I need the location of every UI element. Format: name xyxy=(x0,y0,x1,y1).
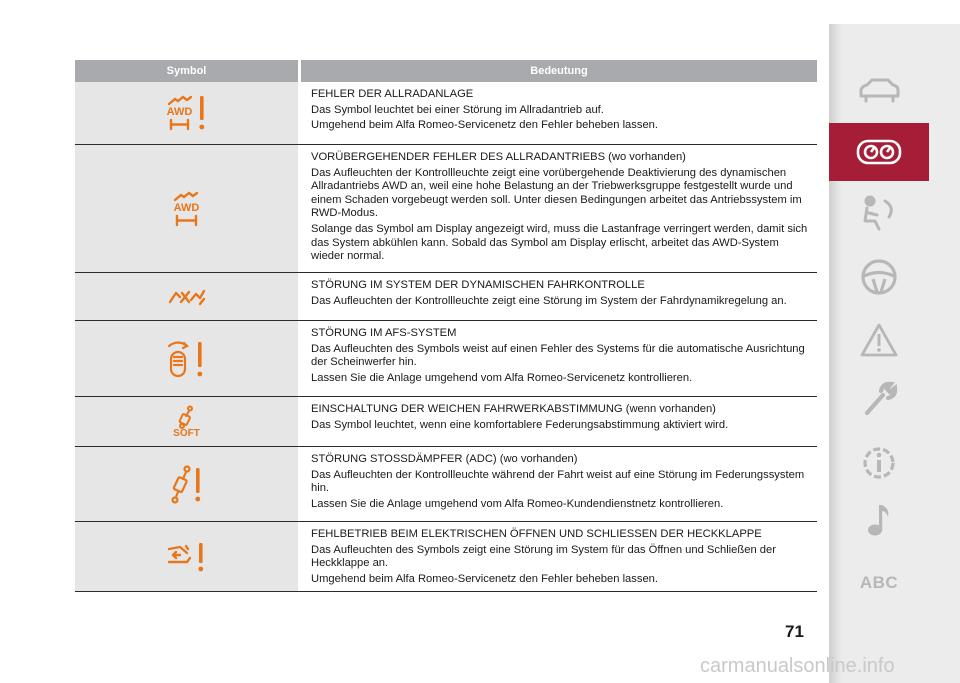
warning-triangle-icon xyxy=(859,322,899,358)
svg-text:AWD: AWD xyxy=(173,201,199,214)
header-symbol: Symbol xyxy=(166,65,207,77)
row-title: STÖRUNG IM SYSTEM DER DYNAMISCHEN FAHRKONTROLLE xyxy=(311,279,645,291)
info-gear-icon xyxy=(858,442,900,484)
nav-technical-data[interactable] xyxy=(829,434,929,492)
afs-headlight-fault-icon xyxy=(75,321,298,396)
header-meaning: Bedeutung xyxy=(530,65,588,77)
soft-label: SOFT xyxy=(173,427,200,439)
awd-fault-warning-icon xyxy=(75,82,298,144)
nav-maintenance[interactable] xyxy=(829,370,929,428)
row-description xyxy=(298,522,817,591)
nav-starting-driving[interactable] xyxy=(829,248,929,306)
table-row xyxy=(75,522,817,592)
row-title: STÖRUNG STOSSDÄMPFER (ADC) (wo vorhanden) xyxy=(311,453,578,465)
nav-index[interactable] xyxy=(829,554,929,612)
table-row xyxy=(75,82,817,145)
row-description xyxy=(298,82,817,144)
nav-car[interactable] xyxy=(829,62,929,120)
page-number: 71 xyxy=(785,622,804,641)
table-header xyxy=(75,60,817,82)
row-text: Das Symbol leuchtet bei einer Störung im Allradantrieb auf. xyxy=(311,103,604,116)
warning-lights-table xyxy=(75,60,817,592)
row-description xyxy=(298,145,817,272)
soft-suspension-icon xyxy=(173,405,200,439)
row-title: FEHLER DER ALLRADANLAGE xyxy=(311,88,474,100)
row-description xyxy=(298,397,817,446)
nav-emergency[interactable] xyxy=(829,311,929,369)
watermark: carmanualsonline.info xyxy=(700,655,895,677)
row-text: Das Aufleuchten des Symbols weist auf einen Fehler des Systems für die automatische Ausrichtung der Scheinwerfer hin. xyxy=(311,342,805,369)
dynamic-vehicle-control-fault-icon xyxy=(75,273,298,320)
row-description xyxy=(298,273,817,320)
svg-text:AWD: AWD xyxy=(166,106,192,118)
table-row xyxy=(75,397,817,447)
table-row xyxy=(75,321,817,397)
tailgate-fault-icon xyxy=(75,522,298,591)
car-icon xyxy=(856,76,902,106)
row-text: Das Aufleuchten des Symbols zeigt eine Störung im System für das Öffnen und Schließen der Heckklappe an. xyxy=(311,543,776,570)
row-text: Das Aufleuchten der Kontrollleuchte zeigt eine vorübergehende Deaktivierung des dynamischen Allradantriebs AWD an, weil eine hohe Belastung an der Triebwerksgruppe festgestellt wurde und einem Schaden vorgebeugt werden soll. Unter diesen Bedingungen arbeitet das Antriebssystem im RWD-Modus. xyxy=(311,166,802,220)
row-title: STÖRUNG IM AFS-SYSTEM xyxy=(311,327,457,339)
row-title: VORÜBERGEHENDER FEHLER DES ALLRADANTRIEBS (wo vorhanden) xyxy=(311,151,686,163)
table-row xyxy=(75,447,817,522)
music-note-icon xyxy=(864,501,894,539)
row-text: Solange das Symbol am Display angezeigt wird, muss die Lastanfrage verringert werden, damit sich das System abkühlen kann. Sobald das Symbol am Display erlischt, arbeitet das AWD-System wieder normal. xyxy=(311,222,808,263)
table-row xyxy=(75,145,817,273)
seat-airbag-icon xyxy=(859,195,899,233)
row-text: Lassen Sie die Anlage umgehend vom Alfa Romeo-Servicenetz kontrollieren. xyxy=(311,371,693,384)
row-description xyxy=(298,447,817,521)
shock-absorber-fault-icon xyxy=(75,447,298,521)
row-text: Das Aufleuchten der Kontrollleuchte während der Fahrt weist auf eine Störung im Federungssystem hin. xyxy=(311,468,805,495)
nav-safety[interactable] xyxy=(829,185,929,243)
row-title: FEHLBETRIEB BEIM ELEKTRISCHEN ÖFFNEN UND SCHLIESSEN DER HECKKLAPPE xyxy=(311,528,762,540)
row-title: EINSCHALTUNG DER WEICHEN FAHRWERKABSTIMMUNG (wenn vorhanden) xyxy=(311,403,716,415)
row-text: Lassen Sie die Anlage umgehend vom Alfa Romeo-Kundendienstnetz kontrollieren. xyxy=(311,497,724,510)
chapter-sidebar xyxy=(829,24,960,683)
row-text: Das Symbol leuchtet, wenn eine komfortablere Federungsabstimmung aktiviert wird. xyxy=(311,418,729,431)
steering-wheel-icon xyxy=(859,257,899,297)
abc-index-icon: ABC xyxy=(859,573,899,592)
row-description xyxy=(298,321,817,396)
row-text: Umgehend beim Alfa Romeo-Servicenetz den Fehler beheben lassen. xyxy=(311,119,659,132)
instrument-panel-icon xyxy=(855,137,903,167)
row-text: Umgehend beim Alfa Romeo-Servicenetz den Fehler beheben lassen. xyxy=(311,572,659,585)
nav-multimedia[interactable] xyxy=(829,491,929,549)
nav-instrument-panel[interactable] xyxy=(829,123,929,181)
row-text: Das Aufleuchten der Kontrollleuchte zeigt eine Störung im System der Fahrdynamikregelung an. xyxy=(311,294,787,307)
wrench-icon xyxy=(859,379,899,419)
awd-temporary-fault-icon xyxy=(75,145,298,272)
table-row xyxy=(75,273,817,321)
